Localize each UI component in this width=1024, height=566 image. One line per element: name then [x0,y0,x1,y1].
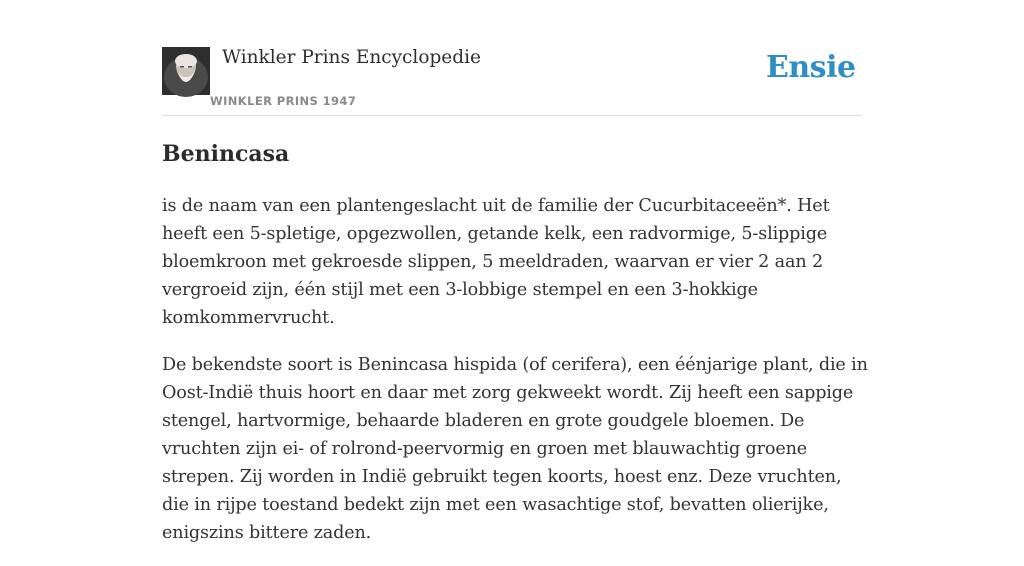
brand-logo[interactable]: Ensie [766,50,856,85]
header-divider [162,115,862,116]
source-title[interactable]: Winkler Prins Encyclopedie [222,47,481,68]
author-portrait-icon[interactable] [162,47,210,95]
article-paragraph: De bekendste soort is Benincasa hispida (of cerifera), een éénjarige plant, die in Oost-Indië thuis hoort en daar met zorg gekweekt wordt. Zij heeft een sappige stengel, hartvormige, behaarde bladeren en grote goudgele bloemen. De vruchten zijn ei- of rolrond-peervormig en groen met blauwachtig groene strepen. Zij worden in Indië gebruikt tegen koorts, hoest enz. Deze vruchten, die in rijpe toestand bedekt zijn met een wasachtige stof, bevatten olierijke, enigszins bittere zaden. [162,355,868,543]
article-paragraph: is de naam van een plantengeslacht uit de familie der Cucurbitaceeën*. Het heeft een 5-spletige, opgezwollen, getande kelk, een radvormige, 5-slippige bloemkroon met gekroesde slippen, 5 meeldraden, waarvan er vier 2 aan 2 vergroeid zijn, één stijl met een 3-lobbige stempel en een 3-hokkige komkommervrucht. [162,196,830,328]
article-body [162,192,872,566]
article-title: Benincasa [162,141,290,167]
source-tag: WINKLER PRINS 1947 [210,94,357,108]
